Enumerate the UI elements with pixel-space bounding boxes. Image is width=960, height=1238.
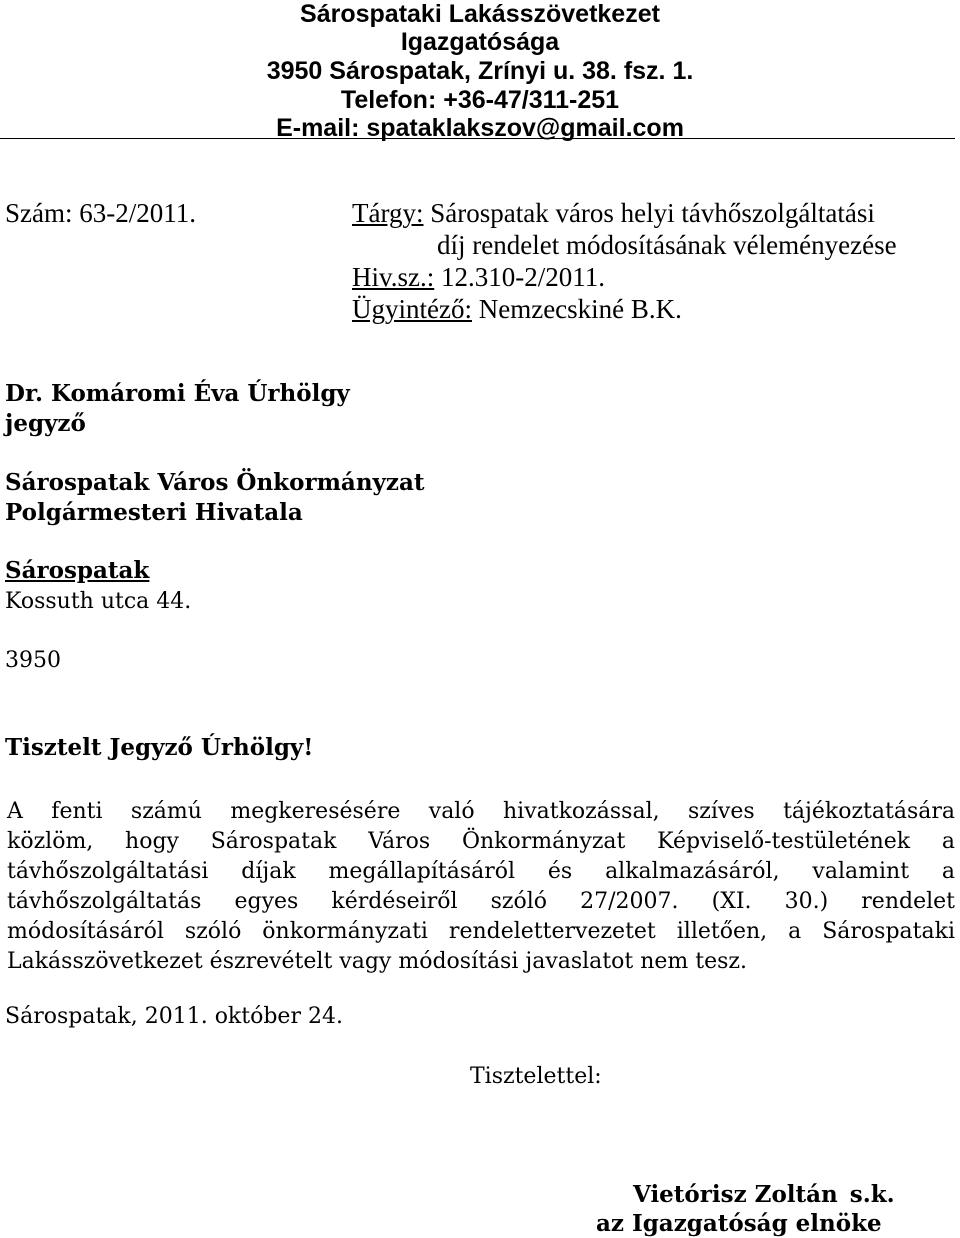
recipient-postcode: 3950 <box>5 648 61 673</box>
recipient-office-2: Polgármesteri Hivatala <box>5 499 303 526</box>
hivsz-label: Hiv.sz.: <box>352 262 435 292</box>
org-phone: Telefon: +36-47/311-251 <box>340 86 620 114</box>
body-line: közlöm, hogy Sárospatak Város Önkormányzat Képviselő-testületének a <box>7 829 955 854</box>
body-line: Lakásszövetkezet észrevételt vagy módosítási javaslatot nem tesz. <box>7 949 747 974</box>
recipient-name: Dr. Komáromi Éva Úrhölgy <box>5 380 350 407</box>
body-line: távhőszolgáltatási díjak megállapításáról és alkalmazásáról, valamint a <box>7 859 955 884</box>
subject-text-1: Sárospatak város helyi távhőszolgáltatási <box>430 198 875 228</box>
handler-line <box>352 294 682 325</box>
body-line: távhőszolgáltatás egyes kérdéseiről szóló 27/2007. (XI. 30.) rendelet <box>7 889 955 914</box>
body-line: módosításáról szóló önkormányzati rendelettervezetet illetően, a Sárospataki <box>7 919 955 944</box>
signature-suffix: s.k. <box>849 1181 895 1208</box>
recipient-title: jegyző <box>5 410 86 437</box>
header-divider <box>0 138 955 139</box>
signatory-name: Vietórisz Zoltán <box>633 1181 838 1208</box>
body-line: A fenti számú megkeresésére való hivatkozással, szíves tájékoztatására <box>7 799 955 824</box>
closing: Tisztelettel: <box>470 1064 602 1089</box>
handler-label: Ügyintéző: <box>352 294 472 324</box>
subject-line-2: díj rendelet módosításának véleményezése <box>437 230 897 260</box>
salutation: Tisztelt Jegyző Úrhölgy! <box>5 734 314 761</box>
handler-value: Nemzecskiné B.K. <box>478 294 682 324</box>
hivsz-line <box>352 262 605 293</box>
subject-label: Tárgy: <box>352 198 424 228</box>
org-name: Sárospataki Lakásszövetkezet <box>300 0 660 28</box>
reference-number: Szám: 63-2/2011. <box>5 198 196 228</box>
org-address: 3950 Sárospatak, Zrínyi u. 38. fsz. 1. <box>266 57 694 85</box>
signature-line <box>633 1181 895 1208</box>
body-paragraph <box>7 797 955 977</box>
recipient-city: Sárospatak <box>5 557 150 584</box>
hivsz-value: 12.310-2/2011. <box>441 262 605 292</box>
subject-line-1 <box>352 198 875 229</box>
org-directorate: Igazgatósága <box>400 28 560 56</box>
place-date: Sárospatak, 2011. október 24. <box>5 1004 343 1029</box>
org-email: E-mail: spataklakszov@gmail.com <box>276 114 684 142</box>
signatory-role: az Igazgatóság elnöke <box>596 1210 882 1237</box>
recipient-street: Kossuth utca 44. <box>5 589 192 614</box>
recipient-office-1: Sárospatak Város Önkormányzat <box>5 469 425 496</box>
